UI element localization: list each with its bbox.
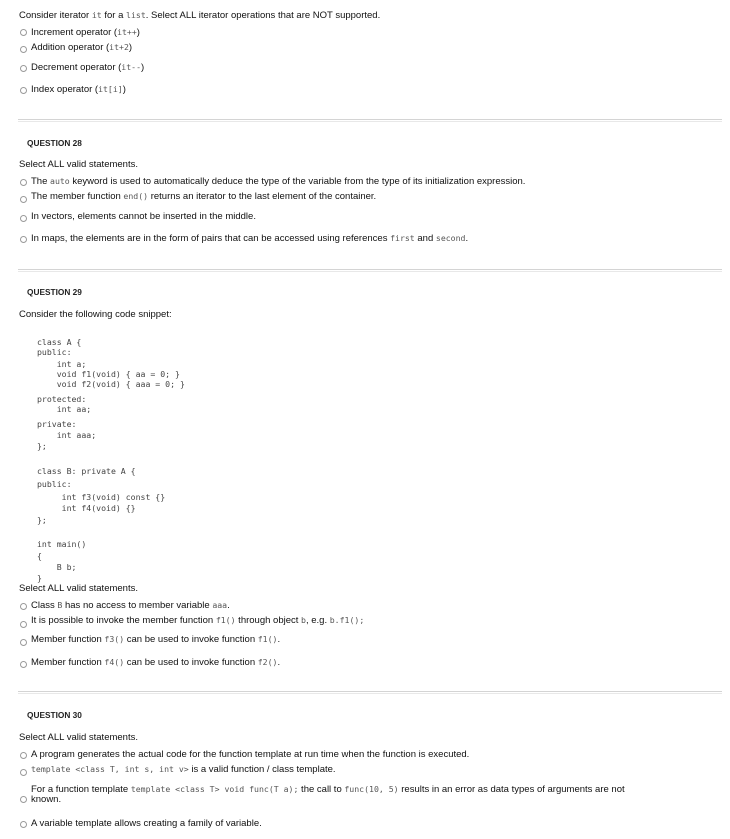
- q30-option4-label: A variable template allows creating a family of variable.: [31, 818, 262, 829]
- code-line: void f2(void) { aaa = 0; }: [37, 379, 185, 389]
- q28-option3-radio[interactable]: [20, 215, 27, 222]
- code-line: int a;: [37, 359, 87, 369]
- code-line: int aaa;: [37, 430, 97, 440]
- divider: [18, 691, 722, 694]
- q30-option1-label: A program generates the actual code for the function template at run time when the function is executed.: [31, 749, 470, 760]
- question-28-header: QUESTION 28: [27, 138, 82, 148]
- code-line: public:: [37, 347, 72, 357]
- q27-option4-radio[interactable]: [20, 87, 27, 94]
- q30-option3-label: For a function template template <class T> void func(T a); the call to func(10, 5) results in an error as data types of arguments are not: [31, 784, 625, 795]
- q30-option3-label-line2: known.: [31, 794, 62, 805]
- code-line: class A {: [37, 337, 82, 347]
- q29-option4-radio[interactable]: [20, 661, 27, 668]
- q29-option1-radio[interactable]: [20, 603, 27, 610]
- q27-option4-label: Index operator (it[i]): [31, 84, 126, 95]
- q30-option3-radio[interactable]: [20, 796, 27, 803]
- q29-prompt: Consider the following code snippet:: [19, 309, 172, 320]
- code-line: class B: private A {: [37, 466, 136, 476]
- code-line: public:: [37, 479, 72, 489]
- divider: [18, 269, 722, 272]
- divider: [18, 119, 722, 122]
- q30-option2-label: template <class T, int s, int v> is a valid function / class template.: [31, 764, 336, 775]
- q28-option1-radio[interactable]: [20, 179, 27, 186]
- q27-option2-label: Addition operator (it+2): [31, 42, 133, 53]
- q27-option3-radio[interactable]: [20, 65, 27, 72]
- code-line: }: [37, 573, 42, 583]
- code-line: void f1(void) { aa = 0; }: [37, 369, 180, 379]
- question-29-header: QUESTION 29: [27, 287, 82, 297]
- code-line: int main(): [37, 539, 87, 549]
- q28-option2-label: The member function end() returns an iterator to the last element of the container.: [31, 191, 377, 202]
- code-line: int f3(void) const {}: [37, 492, 166, 502]
- code-line: int aa;: [37, 404, 92, 414]
- q29-option2-radio[interactable]: [20, 621, 27, 628]
- code-line: B b;: [37, 562, 77, 572]
- q27-option1-radio[interactable]: [20, 29, 27, 36]
- question-30-header: QUESTION 30: [27, 710, 82, 720]
- q30-option2-radio[interactable]: [20, 769, 27, 776]
- q28-option2-radio[interactable]: [20, 196, 27, 203]
- code-line: };: [37, 515, 47, 525]
- q27-option1-label: Increment operator (it++): [31, 27, 140, 38]
- code-line: {: [37, 551, 42, 561]
- q29-option3-label: Member function f3() can be used to invoke function f1().: [31, 634, 281, 645]
- q29-prompt2: Select ALL valid statements.: [19, 583, 138, 594]
- q30-option4-radio[interactable]: [20, 821, 27, 828]
- q28-option3-label: In vectors, elements cannot be inserted in the middle.: [31, 211, 256, 222]
- q29-option2-label: It is possible to invoke the member function f1() through object b, e.g. b.f1();: [31, 615, 365, 626]
- q29-option4-label: Member function f4() can be used to invoke function f2().: [31, 657, 281, 668]
- q27-option3-label: Decrement operator (it--): [31, 62, 145, 73]
- q27-prompt: Consider iterator it for a list. Select ALL iterator operations that are NOT supported.: [19, 10, 381, 21]
- code-line: int f4(void) {}: [37, 503, 136, 513]
- q29-option1-label: Class B has no access to member variable aaa.: [31, 600, 230, 611]
- code-line: };: [37, 441, 47, 451]
- q28-prompt: Select ALL valid statements.: [19, 159, 138, 170]
- code-line: private:: [37, 419, 77, 429]
- q28-option1-label: The auto keyword is used to automatically deduce the type of the variable from the type of its initialization expression.: [31, 176, 526, 187]
- q30-prompt: Select ALL valid statements.: [19, 732, 138, 743]
- q27-option2-radio[interactable]: [20, 46, 27, 53]
- q28-option4-label: In maps, the elements are in the form of pairs that can be accessed using references first and second.: [31, 233, 469, 244]
- q29-option3-radio[interactable]: [20, 639, 27, 646]
- code-line: protected:: [37, 394, 87, 404]
- q30-option1-radio[interactable]: [20, 752, 27, 759]
- q28-option4-radio[interactable]: [20, 236, 27, 243]
